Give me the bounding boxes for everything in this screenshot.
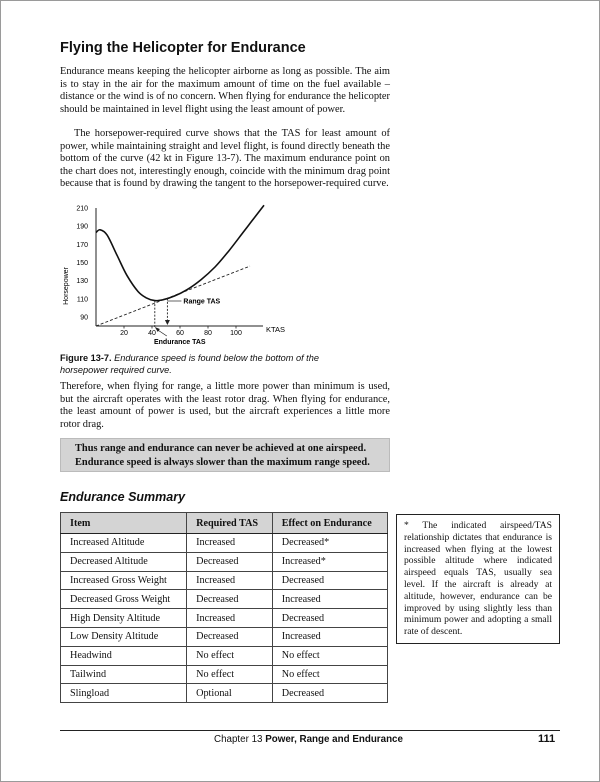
x-tick-label: 40: [148, 330, 156, 337]
y-tick-label: 210: [76, 205, 88, 213]
cell-required-tas: Increased: [187, 534, 273, 553]
table-row: [61, 552, 388, 571]
cell-required-tas: Decreased: [187, 552, 273, 571]
cell-item: Tailwind: [61, 665, 187, 684]
x-axis-ticks: [120, 326, 242, 337]
paragraph-range-vs-endurance: Therefore, when flying for range, a little more power than minimum is used, but the aircraft operates with the least rotor drag. When flying for endurance, the least amount of power is used, but the aircraft experiences a little more rotor drag.: [60, 381, 390, 430]
endurance-tas-leader: [158, 330, 167, 336]
y-tick-label: 190: [76, 223, 88, 231]
cell-required-tas: Decreased: [187, 590, 273, 609]
cell-effect: Decreased: [272, 609, 387, 628]
range-tas-arrow: [165, 320, 170, 325]
chapter-number: Chapter 13: [214, 734, 263, 745]
cell-effect: No effect: [272, 665, 387, 684]
page-number: 111: [538, 733, 556, 745]
chart-annotations: [154, 298, 221, 346]
table-row: [61, 684, 388, 703]
table-row: [61, 590, 388, 609]
cell-required-tas: No effect: [187, 646, 273, 665]
y-axis-ticks: [76, 206, 88, 322]
endurance-tas-label: Endurance TAS: [153, 339, 206, 346]
horsepower-curve: [96, 205, 264, 300]
cell-item: Decreased Gross Weight: [61, 590, 187, 609]
table-row: [61, 571, 388, 590]
horsepower-chart: [58, 204, 298, 350]
footer-rule: [60, 730, 560, 731]
cell-item: Low Density Altitude: [61, 627, 187, 646]
y-tick-label: 110: [76, 296, 88, 304]
y-tick-label: 90: [80, 314, 88, 322]
cell-required-tas: No effect: [187, 665, 273, 684]
paragraph-curve: The horsepower-required curve shows that the TAS for least amount of power, while maintaining straight and level flight, is found directly beneath the bottom of the curve (42 kt in Figure 13-7). The maximum endurance point on the chart does not, interestingly enough, coincide with the minimum drag point because that is found by drawing the tangent to the horsepower-required curve.: [60, 128, 390, 190]
y-tick-label: 150: [76, 259, 88, 267]
summary-title: Endurance Summary: [60, 490, 186, 504]
cell-effect: Decreased: [272, 571, 387, 590]
y-tick-label: 130: [76, 278, 88, 286]
figure-caption-text: Endurance speed is found below the bottom of the horsepower required curve.: [60, 353, 319, 375]
y-tick-label: 170: [76, 241, 88, 249]
table-row: [61, 665, 388, 684]
range-tas-label: Range TAS: [183, 298, 221, 306]
header-item: Item: [61, 513, 187, 534]
endurance-summary-table: [60, 512, 388, 703]
table-row: [61, 534, 388, 553]
cell-item: High Density Altitude: [61, 609, 187, 628]
x-tick-label: 100: [230, 330, 242, 337]
table-row: [61, 627, 388, 646]
cell-effect: Increased: [272, 627, 387, 646]
chapter-title: Power, Range and Endurance: [265, 734, 403, 745]
cell-required-tas: Increased: [187, 571, 273, 590]
cell-effect: Increased*: [272, 552, 387, 571]
cell-required-tas: Decreased: [187, 627, 273, 646]
table-header-row: [61, 513, 388, 534]
header-effect: Effect on Endurance: [272, 513, 387, 534]
paragraph-intro: Endurance means keeping the helicopter airborne as long as possible. The aim is to stay in the air for the maximum amount of time on the fuel available – distance or the wind is of no concern. When flying for endurance the helicopter should be maintained in level flight using the least amount of power.: [60, 66, 390, 115]
cell-item: Headwind: [61, 646, 187, 665]
cell-item: Decreased Altitude: [61, 552, 187, 571]
table-row: [61, 646, 388, 665]
summary-footnote: * The indicated airspeed/TAS relationship dictates that endurance is increased when flying at the lowest possible altitude where indicated airspeed equals TAS, usually sea level. If the aircraft is already at altitude, however, endurance can be improved by using slightly less than minimum power and adopting a small rate of descent.: [396, 514, 560, 644]
key-point-callout: Thus range and endurance can never be achieved at one airspeed. Endurance speed is always slower than the maximum range speed.: [60, 438, 390, 472]
section-heading: Flying the Helicopter for Endurance: [60, 40, 306, 56]
cell-effect: Decreased: [272, 684, 387, 703]
cell-required-tas: Increased: [187, 609, 273, 628]
x-axis-label: KTAS: [266, 325, 286, 334]
footer-chapter: [214, 734, 403, 745]
x-tick-label: 60: [176, 330, 184, 337]
table-row: [61, 609, 388, 628]
cell-effect: Decreased*: [272, 534, 387, 553]
figure-number: Figure 13-7: [60, 353, 110, 363]
table-body: [61, 534, 388, 703]
cell-effect: No effect: [272, 646, 387, 665]
cell-item: Slingload: [61, 684, 187, 703]
figure-caption: Figure 13-7. Endurance speed is found below the bottom of the horsepower required curve.: [60, 353, 319, 375]
cell-required-tas: Optional: [187, 684, 273, 703]
x-tick-label: 20: [120, 330, 128, 337]
cell-item: Increased Altitude: [61, 534, 187, 553]
y-axis-label: Horsepower: [63, 267, 70, 305]
x-tick-label: 80: [204, 330, 212, 337]
cell-item: Increased Gross Weight: [61, 571, 187, 590]
cell-effect: Increased: [272, 590, 387, 609]
header-required-tas: Required TAS: [187, 513, 273, 534]
